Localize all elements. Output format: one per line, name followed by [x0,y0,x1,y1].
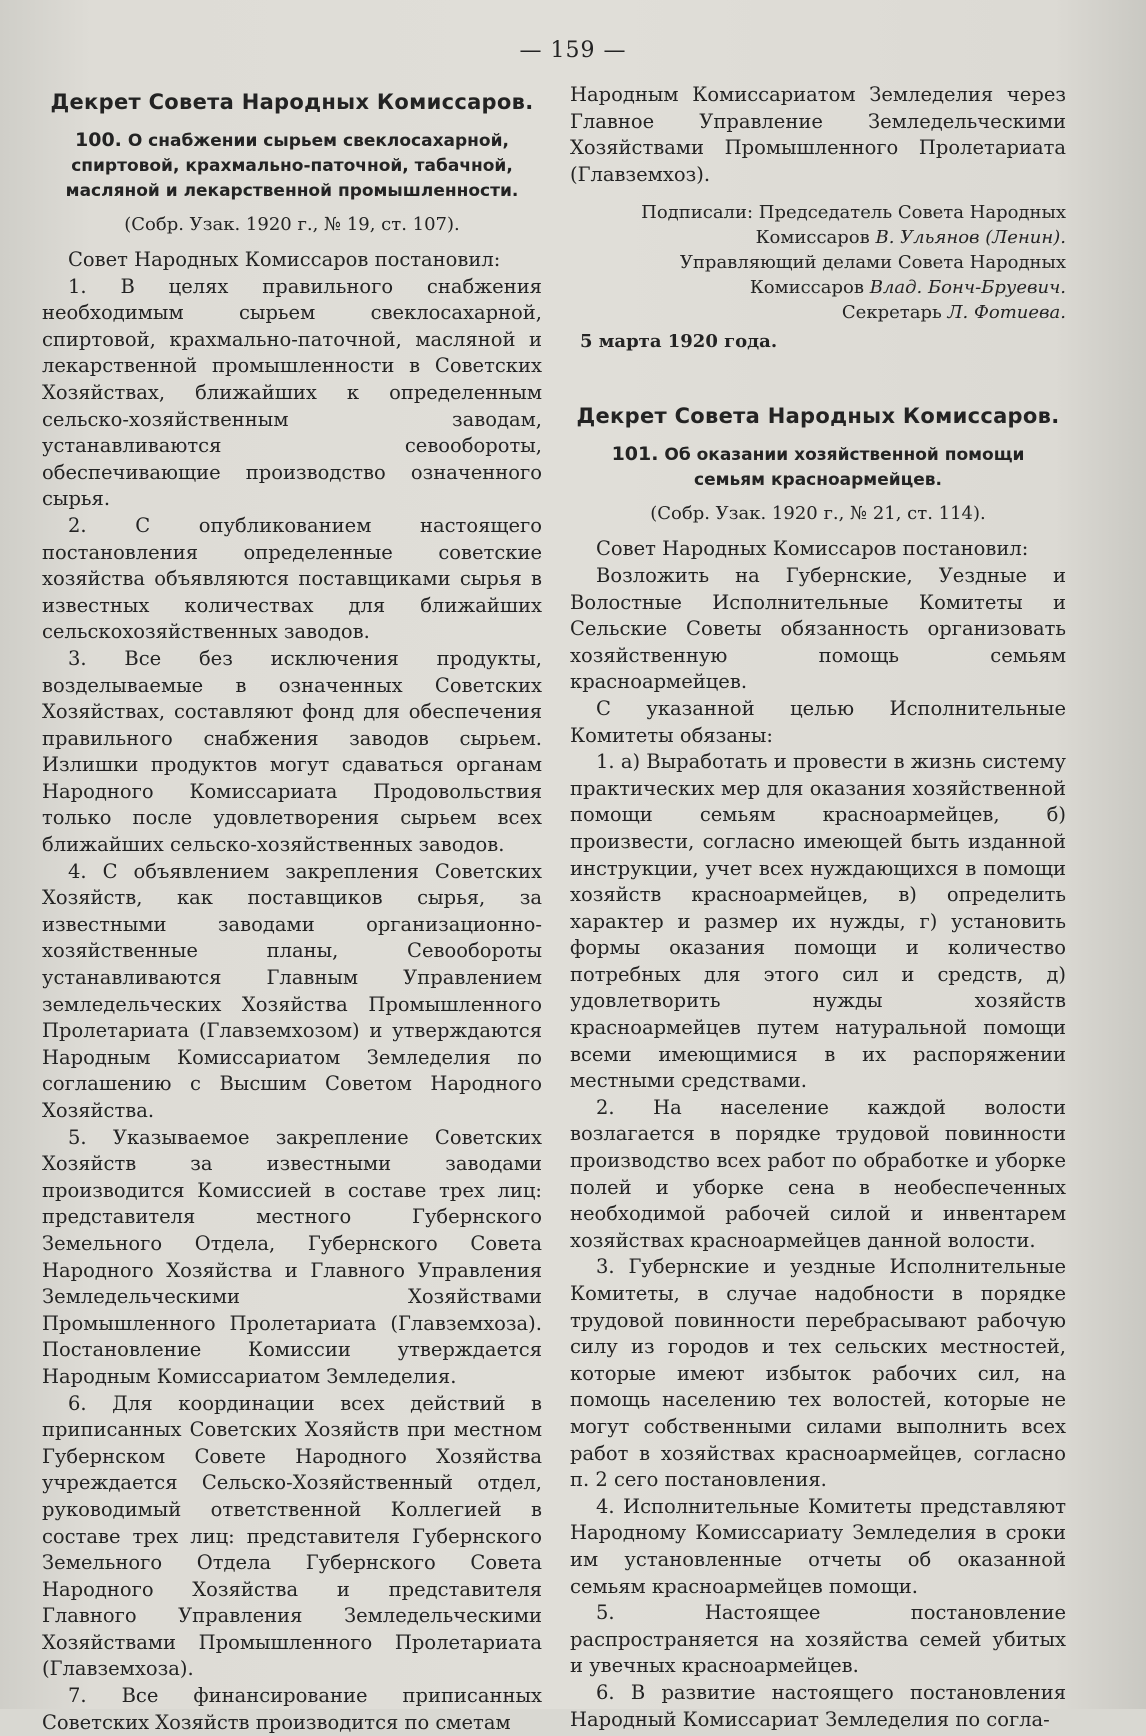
decree-101-heading: Декрет Совета Народных Комиссаров. [576,404,1060,429]
decree-100-source: (Собр. Узак. 1920 г., № 19, ст. 107). [124,214,460,235]
decree-100-paragraph-5: 5. Указываемое закрепление Советских Хозяйств за известными заводами производится Комиссией в составе трех лиц: представителя местного Губернского Земельного Отдела, Губернского Совета Народного Хозяйства и Главного Управления Земледельческими Хозяйствами Промышленного Пролетариата (Главземхоза). Постановление Комиссии утверждается Народным Комиссариатом Земледелия. [42,1125,542,1388]
decree-100-intro: Совет Народных Комиссаров постановил: [68,248,501,271]
decree-101-paragraph-7: 5. Настоящее постановление распространяется на хозяйства семей убитых и увечных красноармейцев. [570,1601,1066,1678]
signature-line-4-prefix: Комиссаров [749,277,870,299]
decree-100-date: 5 марта 1920 года. [580,331,778,353]
signature-line-2-prefix: Комиссаров [755,227,876,249]
page-number: — 159 — [519,38,627,63]
decree-100-heading: Декрет Совета Народных Комиссаров. [50,90,534,114]
left-column [42,82,542,1736]
decree-101-paragraph-2: С указанной целью Исполнительные Комитеты обязаны: [570,696,1066,747]
decree-101-paragraph-8: 6. В развитие настоящего постановления Народный Комиссариат Земледелия по согла- [570,1680,1066,1731]
decree-100-paragraph-6: 6. Для координации всех действий в приписанных Советских Хозяйств при местном Губернском Совете Народного Хозяйства учреждается Сельско-Хозяйственный отдел, руководимый ответственной Коллегией в составе трех лиц: представителя Губернского Земельного Отдела Губернского Совета Народного Хозяйства и представителя Главного Управления Земледельческими Хозяйствами Промышленного Пролетариата (Главземхоза). [42,1391,542,1681]
decree-100-paragraph-2: 2. С опубликованием настоящего постановления определенные советские хозяйства объявляются поставщиками сырья в известных количествах для ближайших сельскохозяйственных заводов. [42,513,542,644]
right-column [570,82,1066,1733]
decree-101-paragraph-5: 3. Губернские и уездные Исполнительные Комитеты, в случае надобности в порядке трудовой повинности перебрасывают рабочую силу из городов и тех сельских местностей, которые имеют избыток рабочих сил, на помощь населению тех волостей, которые не могут собственными силами выполнить всех работ в хозяйствах красноармейцев, согласно п. 2 сего постановления. [570,1255,1066,1492]
decree-101-source: (Собр. Узак. 1920 г., № 21, ст. 114). [650,503,986,525]
signature-lenin: В. Ульянов (Ленин). [875,227,1066,249]
decree-100-paragraph-1: 1. В целях правильного снабжения необходимым сырьем свеклосахарной, спиртовой, крахмально-паточной, масляной и лекарственной промышленности в Советских Хозяйствах, ближайших к определенным сельско-хозяйственным заводам, устанавливаются севообороты, обеспечивающие производство означенного сырья. [42,274,542,511]
decree-100-paragraph-7: 7. Все финансирование приписанных Советских Хозяйств производится по сметам [42,1684,542,1734]
signature-line-4 [570,275,1066,300]
decree-100-paragraph-4: 4. С объявлением закрепления Советских Хозяйств, как поставщиков сырья, за известными заводами организационно-хозяйственные планы, Севообороты устанавливаются Главным Управлением земледельческих Хозяйства Промышленного Пролетариата (Главземхозом) и утверждаются Народным Комиссариатом Земледелия по соглашению с Высшим Советом Народного Хозяйства. [42,859,542,1122]
decree-101-intro: Совет Народных Комиссаров постановил: [596,537,1029,561]
decree-100-number: 100. [75,129,122,151]
decree-101-paragraph-4: 2. На население каждой волости возлагается в порядке трудовой повинности производство всех работ по обработке и уборке полей и уборке сена в необеспеченных необходимой рабочей силой и инвентарем хозяйствах красноармейцев данной волости. [570,1095,1066,1252]
decree-101-title [576,442,1060,493]
decree-101-paragraph-1: Возложить на Губернские, Уездные и Волостные Исполнительные Комитеты и Сельские Советы обязанность организовать хозяйственную помощь семьям красноармейцев. [570,563,1066,694]
decree-101-paragraph-3: 1. а) Выработать и провести в жизнь систему практических мер для оказания хозяйственной помощи семьям красноармейцев, б) произвести, согласно имеющей быть изданной инструкции, учет всех нуждающихся в помощи хозяйств красноармейцев, в) определить характер и размер их нужды, г) установить формы оказания помощи и количество потребных для этого сил и средств, д) удовлетворить нужды хозяйств красноармейцев путем натуральной помощи всеми имеющимися в их распоряжении местными средствами. [570,750,1066,1093]
decree-100-paragraph-3: 3. Все без исключения продукты, возделываемые в означенных Советских Хозяйствах, составляют фонд для обеспечения правильного снабжения заводов сырьем. Излишки продуктов могут сдаваться органам Народного Комиссариата Продовольствия только после удовлетворения сырьем всех ближайших сельско-хозяйственных заводов. [42,646,542,857]
signature-line-5-prefix: Секретарь [841,302,948,324]
section-spacer [570,352,1066,396]
decree-101-number: 101. [611,443,659,466]
decree-100-title-text: О снабжении сырьем свеклосахарной, спиртовой, крахмально-паточной, табачной, масляной и лекарственной промышленности. [65,131,519,201]
signature-fotieva: Л. Фотиева. [947,302,1066,324]
decree-101-paragraph-6: 4. Исполнительные Комитеты представляют Народному Комиссариату Земледелия в сроки им установленные отчеты об оказанной семьям красноармейцев помощи. [570,1494,1066,1598]
decree-100-signatures [570,200,1066,325]
signature-line-3: Управляющий делами Совета Народных [679,252,1066,274]
decree-100-continuation: Народным Комиссариатом Земледелия через Главное Управление Земледельческими Хозяйствами Промышленного Пролетариата (Главземхоз). [570,83,1066,186]
decree-100-title [48,128,536,204]
signature-line-5 [570,300,1066,325]
signature-line-1: Подписали: Председатель Совета Народных [641,202,1066,224]
signature-bonch-bruevich: Влад. Бонч-Бруевич. [869,277,1066,299]
decree-101-title-text: Об оказании хозяйственной помощи семьям красноармейцев. [664,445,1025,491]
signature-line-2 [570,225,1066,250]
